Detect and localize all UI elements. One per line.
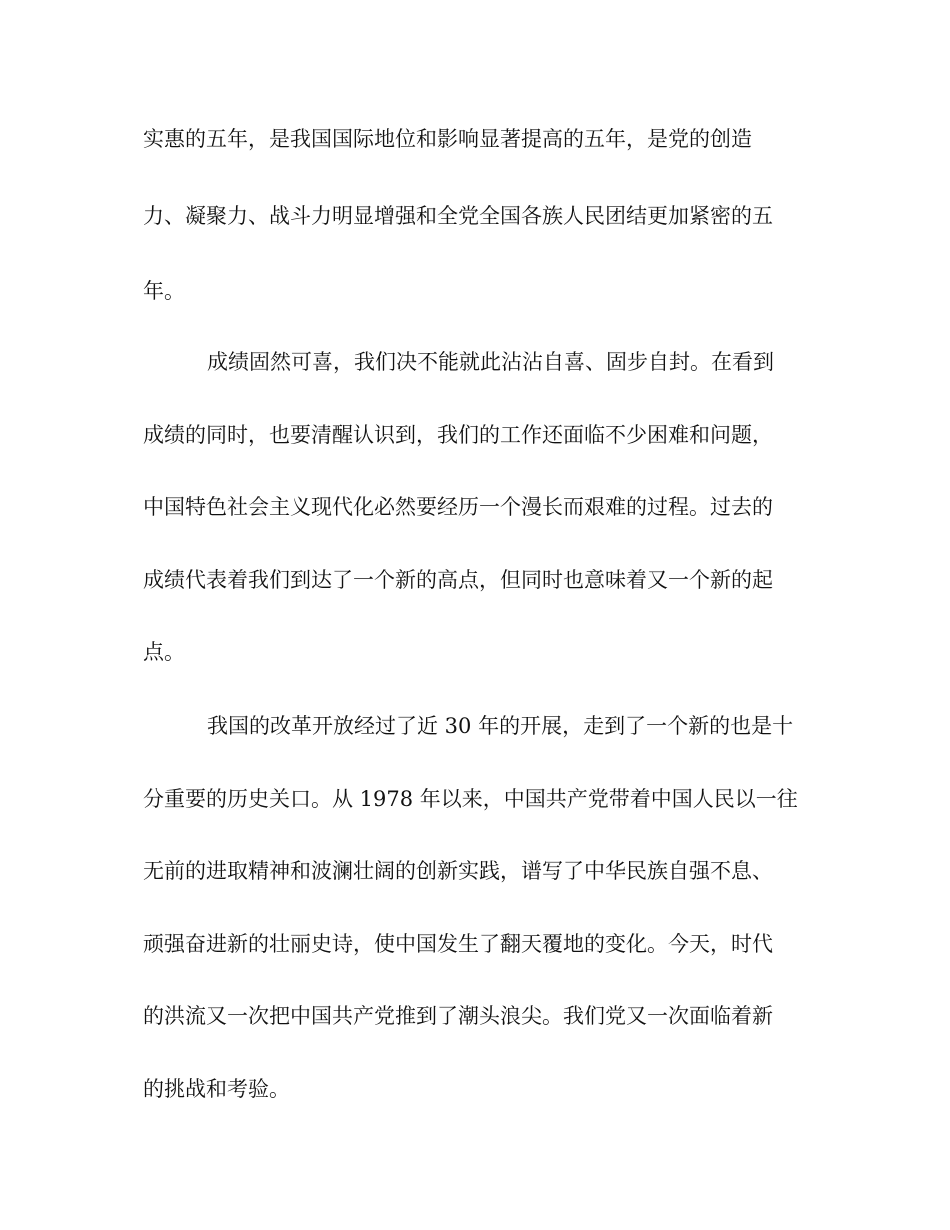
body-text-line: 无前的进取精神和波澜壮阔的创新实践，谱写了中华民族自强不息、	[143, 859, 773, 883]
paragraph-start-line: 我国的改革开放经过了近 30 年的开展，走到了一个新的也是十	[207, 714, 794, 738]
paragraph-start-line: 成绩固然可喜，我们决不能就此沾沾自喜、固步自封。在看到	[207, 350, 774, 374]
body-text-line: 中国特色社会主义现代化必然要经历一个漫长而艰难的过程。过去的	[143, 495, 773, 519]
body-text-line: 成绩代表着我们到达了一个新的高点，但同时也意味着又一个新的起	[143, 568, 773, 592]
body-text-line: 分重要的历史关口。从 1978 年以来，中国共产党带着中国人民以一往	[143, 787, 798, 811]
body-text-line: 实惠的五年，是我国国际地位和影响显著提高的五年，是党的创造	[143, 127, 752, 151]
body-text-line: 力、凝聚力、战斗力明显增强和全党全国各族人民团结更加紧密的五	[143, 204, 773, 228]
body-text-line: 成绩的同时，也要清醒认识到，我们的工作还面临不少困难和问题，	[143, 423, 773, 447]
body-text-line: 顽强奋进新的壮丽史诗，使中国发生了翻天覆地的变化。今天，时代	[143, 932, 773, 956]
body-text-line: 的洪流又一次把中国共产党推到了潮头浪尖。我们党又一次面临着新	[143, 1004, 773, 1028]
body-text-line: 年。	[143, 279, 185, 303]
body-text-line: 的挑战和考验。	[143, 1077, 290, 1101]
body-text-line: 点。	[143, 640, 185, 664]
